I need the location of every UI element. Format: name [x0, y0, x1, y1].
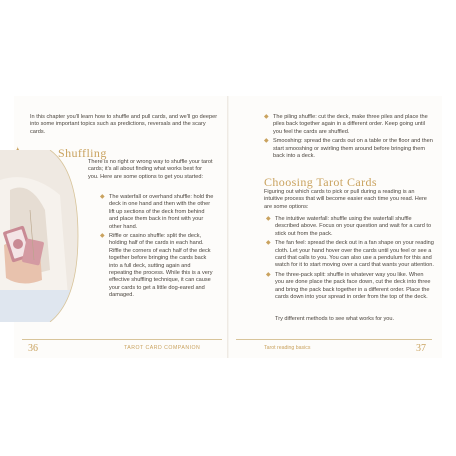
right-page-number: 37	[416, 343, 426, 354]
choosing-methods-list	[266, 216, 434, 303]
choosing-tarot-cards-heading: Choosing Tarot Cards	[264, 175, 377, 189]
right-footer-rule	[236, 339, 432, 340]
left-running-head: TAROT CARD COMPANION	[124, 345, 201, 351]
shuffling-body: There is no right or wrong way to shuffle your tarot cards; it's all about finding what works best for you. Here are some options to get you started:	[88, 159, 213, 180]
shuffle-methods-list	[100, 194, 215, 302]
photo-illustration	[0, 150, 80, 322]
bullet-dot-icon: ◆	[266, 240, 271, 247]
bullet-dot-icon: ◆	[266, 271, 271, 278]
shuffling-heading: Shuffling	[58, 146, 107, 160]
list-item: ◆ The piling shuffle: cut the deck, make three piles and place the piles back together again in a different order. Keep going until you feel the cards are shuffled.	[264, 114, 428, 135]
list-item: ◆ Riffle or casino shuffle: split the deck, holding half of the cards in each hand. Riffle the corners of each half of the deck together before bringing the cards back into a full deck, sutting again and repeating the process. While this is a very effective shuffling technique, it can cause your cards to get a little dog-eared and damaged.	[100, 233, 213, 299]
right-running-head: Tarot reading basics	[264, 345, 311, 351]
tarot-shuffle-photo	[0, 150, 80, 322]
bullet-dot-icon: ◆	[100, 233, 105, 240]
bullet-dot-icon: ◆	[264, 114, 269, 120]
list-item: ◆ The intuitive waterfall: shuffle using the waterfall shuffle described above. Focus on your question and wait for a card to stick out from the pack.	[266, 216, 432, 237]
bullet-dot-icon: ◆	[266, 216, 271, 222]
left-page-number: 36	[28, 343, 38, 354]
list-item: ◆ The waterfall or overhand shuffle: hold the deck in one hand and then with the other lift up sections of the deck from behind and place them back in front with your other hand.	[100, 194, 214, 230]
bullet-dot-icon: ◆	[264, 138, 269, 145]
closing-line: Try different methods to see what works for you.	[275, 316, 395, 322]
shuffle-methods-continued-list	[264, 114, 434, 162]
book-gutter	[227, 96, 229, 358]
choosing-body: Figuring out which cards to pick or pull during a reading is an intuitive process that will become easier each time you read. Here are some options:	[264, 189, 427, 210]
list-item: ◆ Smooshing: spread the cards out on a table or the floor and then start smooshing or swirling them around before bringing them back into a deck.	[264, 138, 433, 160]
bullet-dot-icon: ◆	[100, 194, 105, 200]
list-item: ◆ The fan feel: spread the deck out in a fan shape on your reading cloth. Let your hand hover over the cards until you feel or see a card that calls to you. You can also use a pendulum for this and watch for it to start moving over a card that wants your attention.	[266, 240, 434, 269]
left-footer-rule	[22, 339, 222, 340]
chapter-intro: In this chapter you'll learn how to shuffle and pull cards, and we'll go deeper into some important topics such as predictions, reversals and the scary cards.	[30, 114, 218, 135]
list-item: ◆ The three-pack split: shuffle in whatever way you like. When you are done place the pack face down, cut the deck into three and bring the pack back together in a different order. Place the cards down into your spread in order from the top of the deck.	[266, 271, 431, 301]
